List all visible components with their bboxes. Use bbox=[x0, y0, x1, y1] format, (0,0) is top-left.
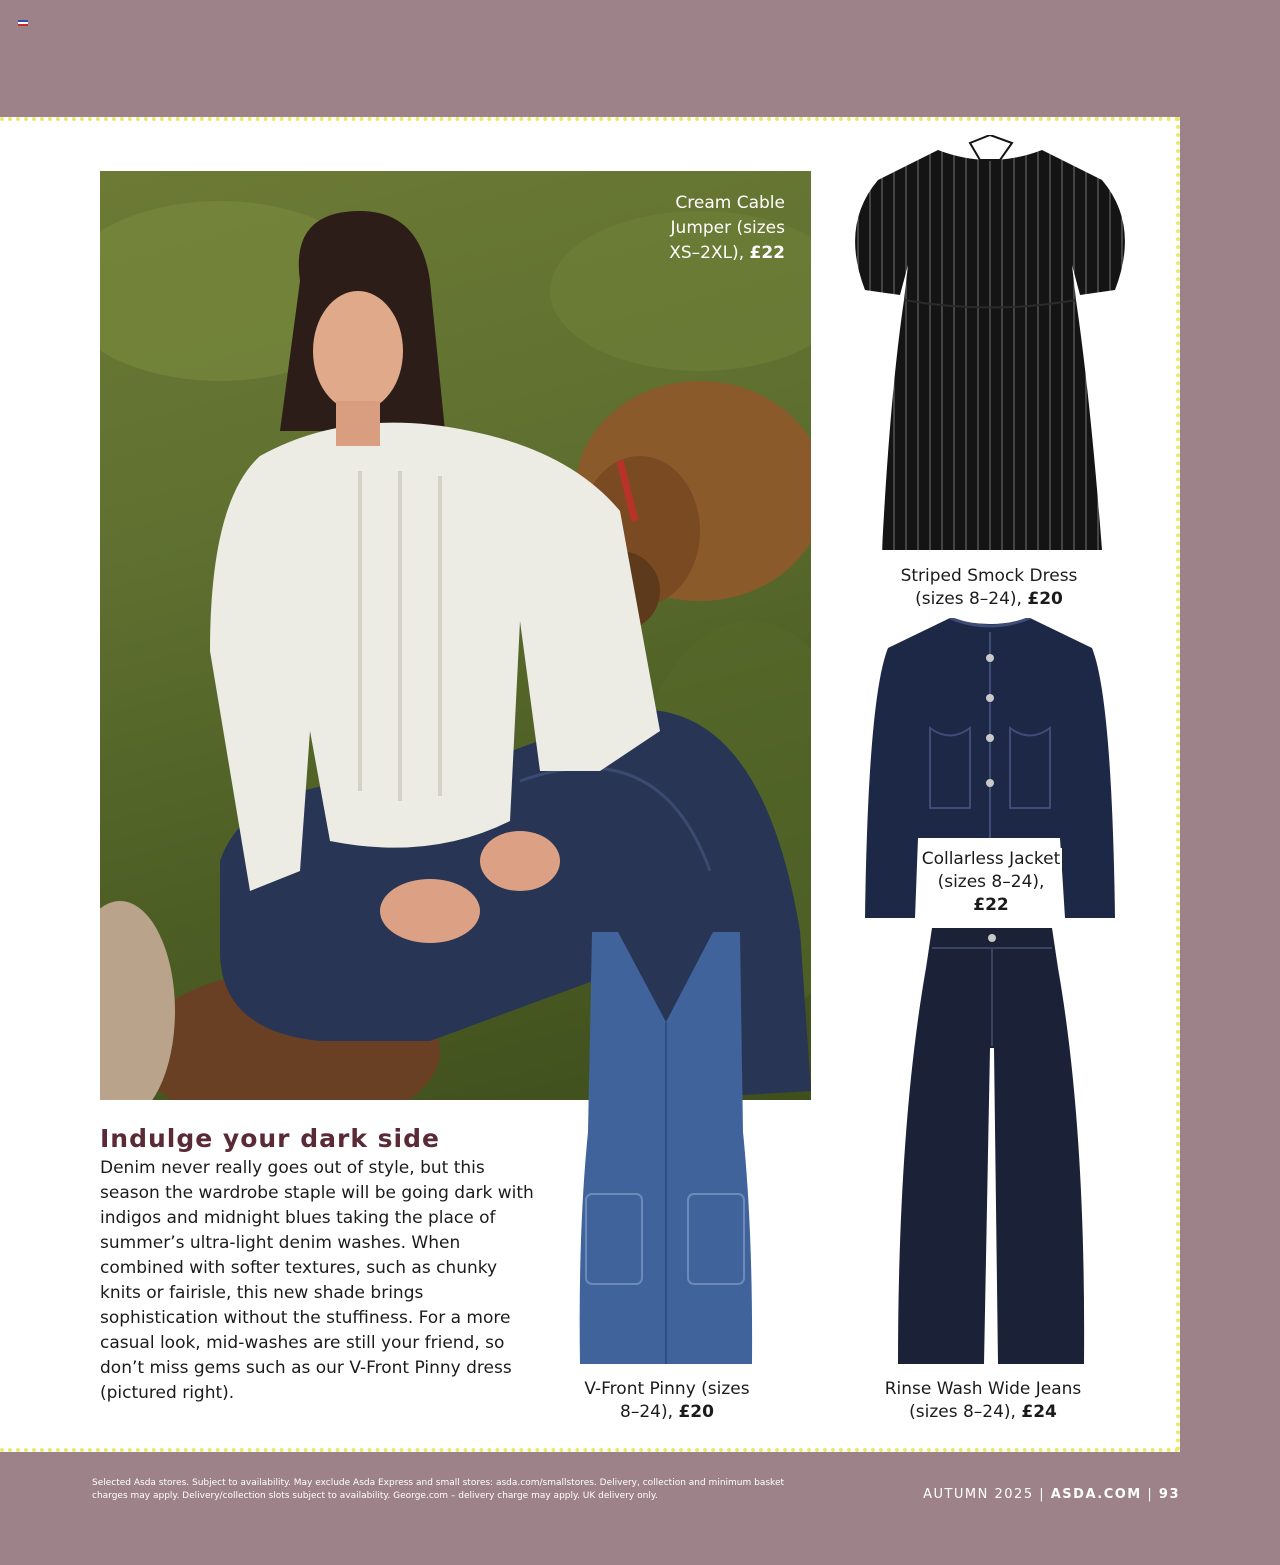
dress-icon bbox=[840, 135, 1140, 555]
folio-separator: | bbox=[1147, 1487, 1154, 1502]
product-price: £20 bbox=[678, 1402, 714, 1422]
article-headline: Indulge your dark side bbox=[100, 1124, 440, 1153]
article-body: Denim never really goes out of style, but this season the wardrobe staple will be going dark with indigos and midnight blues taking the place of summer’s ultra-light denim washes. When combined with softer textures, such as chunky knits or fairisle, this new shade brings sophistication without the stuffiness. For a more casual look, mid-washes are still your friend, so don’t miss gems such as our V-Front Pinny dress (pictured right). bbox=[100, 1158, 534, 1403]
product-striped-smock-dress[interactable] bbox=[840, 135, 1140, 555]
product-price: £20 bbox=[1027, 589, 1063, 609]
jeans-icon bbox=[898, 928, 1086, 1368]
caption-v-front-pinny bbox=[580, 1378, 754, 1424]
product-rinse-wash-wide-jeans[interactable] bbox=[898, 928, 1086, 1368]
caption-rinse-wash-wide-jeans bbox=[872, 1378, 1094, 1424]
jumper-price: £22 bbox=[749, 243, 785, 263]
product-name: Rinse Wash Wide Jeans (sizes 8–24), bbox=[884, 1379, 1082, 1422]
product-price: £22 bbox=[973, 895, 1009, 915]
jumper-name: Cream Cable Jumper (sizes XS–2XL), bbox=[669, 193, 785, 263]
product-name: V-Front Pinny (sizes 8–24), bbox=[584, 1379, 750, 1422]
brand-link[interactable]: ASDA.COM bbox=[1050, 1487, 1142, 1502]
page-folio bbox=[923, 1487, 1180, 1502]
caption-collarless-jacket bbox=[920, 848, 1062, 917]
issue-label: AUTUMN 2025 | bbox=[923, 1487, 1046, 1502]
footer-disclaimer: Selected Asda stores. Subject to availability. May exclude Asda Express and small stores: asda.com/smallstores. Delivery, collection and minimum basket charges may apply. Delivery/collection slots subject to availability. George.com – delivery charge may apply. UK delivery only. bbox=[92, 1478, 785, 1501]
corner-flag-icon bbox=[18, 20, 28, 26]
product-name: Collarless Jacket (sizes 8–24), bbox=[921, 849, 1061, 892]
product-name: Striped Smock Dress (sizes 8–24), bbox=[900, 566, 1078, 609]
pinafore-icon bbox=[578, 932, 753, 1367]
product-price: £24 bbox=[1021, 1402, 1057, 1422]
product-v-front-pinny[interactable] bbox=[578, 932, 753, 1367]
caption-striped-smock-dress bbox=[880, 565, 1098, 611]
page-number: 93 bbox=[1158, 1487, 1180, 1502]
feature-photo-caption bbox=[635, 191, 785, 266]
